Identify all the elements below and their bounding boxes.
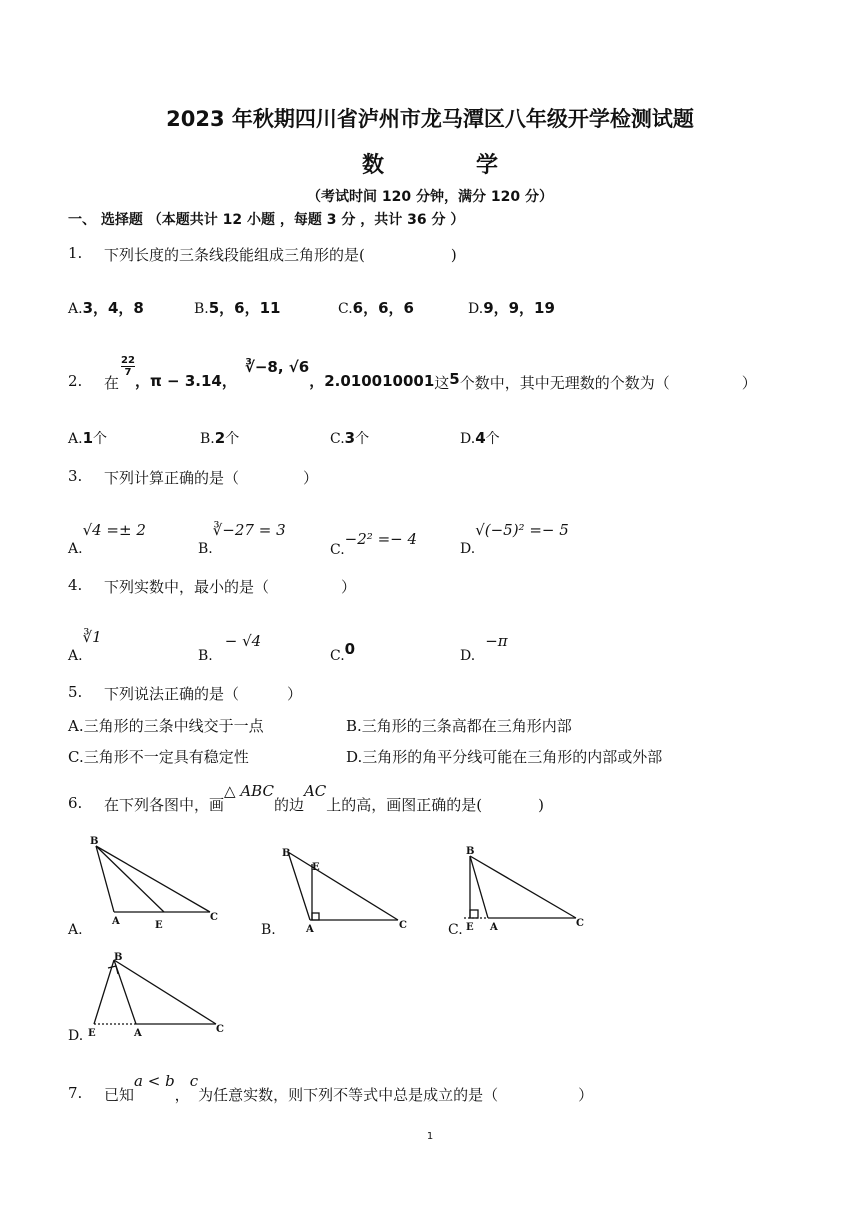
fraction-denominator: 7 [124,366,132,378]
option-label: D. [460,541,476,557]
question-text [104,576,356,597]
q6-figure-d [86,948,236,1038]
option-label: B. [261,922,276,938]
question-number: 7. [68,1084,83,1102]
option-label: C. [68,748,84,766]
option-label: B. [198,648,213,664]
option-label: C. [448,922,463,938]
q2-option-d [460,428,500,448]
q6-option-d [68,1028,83,1044]
option-label: D. [346,748,363,766]
option-label: A. [68,717,84,735]
option-value: − √4 [224,632,262,650]
question-text-part: 上的高，画图正确的是( [326,796,483,814]
option-label: D. [68,1028,84,1044]
option-value: 3 [344,429,356,447]
q5-option-a [68,715,264,736]
option-value: 9，9，19 [483,299,555,317]
option-value: 三角形的三条中线交于一点 [83,717,264,735]
question-text-part: 个数中，其中无理数的个数为（ [459,374,670,392]
label-b: B [466,846,475,857]
question-number: 3. [68,467,83,485]
option-unit: 个 [225,431,240,447]
section-heading: 一、 选择题 （本题共计 12 小题 ，每题 3 分 ，共计 36 分 ） [68,212,465,228]
label-a: A [306,924,314,935]
question-close: ) [538,796,544,814]
q6-figure-b [276,840,416,936]
option-unit: 个 [485,431,500,447]
option-label: B. [198,541,213,557]
q1-option-b [194,297,281,318]
question-text [104,683,302,704]
question-text [104,782,544,814]
label-e: E [88,1028,96,1038]
q3-option-d [460,521,569,557]
math-expression: ，π − 3.14， [134,372,237,390]
option-label: A. [68,541,83,557]
q1-option-d [468,297,555,318]
label-c: C [216,1024,224,1035]
option-value: −π [485,632,508,650]
option-value: 三角形的角平分线可能在三角形的内部或外部 [362,748,663,766]
subject-char-1: 数 [361,153,384,178]
q4-option-b [198,632,262,664]
q3-option-b [198,521,286,557]
question-5 [0,683,860,707]
option-label: C. [330,542,345,558]
label-a: A [490,922,498,933]
label-c: C [399,920,407,931]
question-close: ） [303,469,319,487]
option-label: A. [68,431,83,447]
option-value: 三角形不一定具有稳定性 [83,748,249,766]
label-e: E [466,922,474,933]
option-value: √4 =± 2 [82,521,146,539]
question-close: ） [741,374,757,392]
option-label: A. [68,648,83,664]
q6-option-a: A. [68,922,83,938]
question-close: ） [287,685,303,703]
q2-option-a [68,428,107,448]
q2-option-b [200,428,239,448]
option-value: 0 [344,640,356,658]
option-value: √(−5)² =− 5 [475,521,569,539]
option-value: −2² =− 4 [344,530,418,548]
q6-figure-c [460,842,600,938]
math-expression: △ ABC [224,782,274,800]
question-text [104,1070,594,1104]
q4-option-d [460,632,508,664]
question-stem: 下列长度的三条线段能组成三角形的是( [104,246,365,264]
option-label: D. [460,431,476,447]
label-b: B [282,848,291,859]
question-close: ） [341,578,357,596]
option-value: 2 [214,429,226,447]
question-text-part: 这 [434,374,450,392]
option-label: C. [330,431,345,447]
question-number: 2. [68,372,83,390]
option-unit: 个 [93,431,107,447]
option-value: ∛1 [82,628,102,646]
question-number: 6. [68,794,83,812]
option-value: 三角形的三条高都在三角形内部 [361,717,572,735]
option-value: 4 [475,429,486,447]
question-4 [0,576,860,600]
question-7 [0,1070,860,1106]
question-stem: 下列实数中，最小的是（ [104,578,270,596]
option-label: C. [330,648,345,664]
question-number: 1. [68,244,83,262]
option-label: D. [468,301,484,317]
question-text-part: 已知 [104,1086,135,1104]
label-e: E [155,920,163,931]
option-label: A. [68,301,83,317]
q1-option-a [68,297,144,318]
option-label: C. [338,301,353,317]
question-prefix: 在 [104,374,120,392]
label-c: C [576,918,584,929]
question-3 [0,467,860,491]
question-text-part: 的边 [273,796,304,814]
label-b: B [90,836,99,847]
math-expression: AC [303,782,327,800]
question-stem: 下列说法正确的是（ [104,685,240,703]
option-value: 6，6，6 [352,299,414,317]
option-value: ∛−27 = 3 [212,521,286,539]
label-a: A [134,1028,142,1038]
math-expression: a < b [134,1072,175,1090]
question-text-part: 在下列各图中，画 [104,796,225,814]
page-number: 1 [426,1131,434,1142]
math-expression: ∛−8, √6 [244,358,310,376]
q6-option-b [261,922,276,938]
q5-option-c [68,746,249,767]
exam-title: 2023 年秋期四川省泸州市龙马潭区八年级开学检测试题 [166,107,694,131]
q6-figure-a [86,830,226,934]
label-b: B [114,952,123,963]
question-text [104,467,318,488]
fraction-numerator: 22 [121,354,135,366]
subject-heading [0,148,860,179]
option-label: B. [200,431,215,447]
q4-option-c [330,640,356,664]
q4-option-a [68,628,102,664]
q5-option-b [346,715,572,736]
question-number: 4. [68,576,83,594]
question-number: 5. [68,683,83,701]
question-text-part: ， [174,1086,190,1104]
math-expression: 5 [449,370,460,388]
option-label: B. [346,717,362,735]
math-expression: c [189,1072,199,1090]
question-close: ） [578,1086,594,1104]
question-text-part: 为任意实数，则下列不等式中总是成立的是（ [198,1086,499,1104]
q1-option-c [338,297,414,318]
subject-char-2: 学 [476,153,499,178]
fraction [121,355,135,378]
question-2 [0,356,860,396]
option-label: D. [460,648,476,664]
label-e: E [312,862,320,873]
question-6 [0,782,860,818]
option-label: B. [194,301,209,317]
option-unit: 个 [355,431,370,447]
label-c: C [210,912,218,923]
question-text [104,244,457,265]
option-value: 5，6，11 [208,299,281,317]
option-value: 3，4，8 [82,299,144,317]
question-1 [0,244,860,268]
q2-option-c [330,428,369,448]
exam-info: （考试时间 120 分钟，满分 120 分） [307,189,553,205]
q3-option-a [68,521,146,557]
label-a: A [112,916,120,927]
question-close: ) [450,246,457,264]
question-stem: 下列计算正确的是（ [104,469,240,487]
option-value: 1 [82,429,93,447]
question-text [104,354,757,392]
q5-option-d [346,746,662,767]
q3-option-c [330,530,418,558]
math-expression: ，2.010010001 [309,372,435,390]
